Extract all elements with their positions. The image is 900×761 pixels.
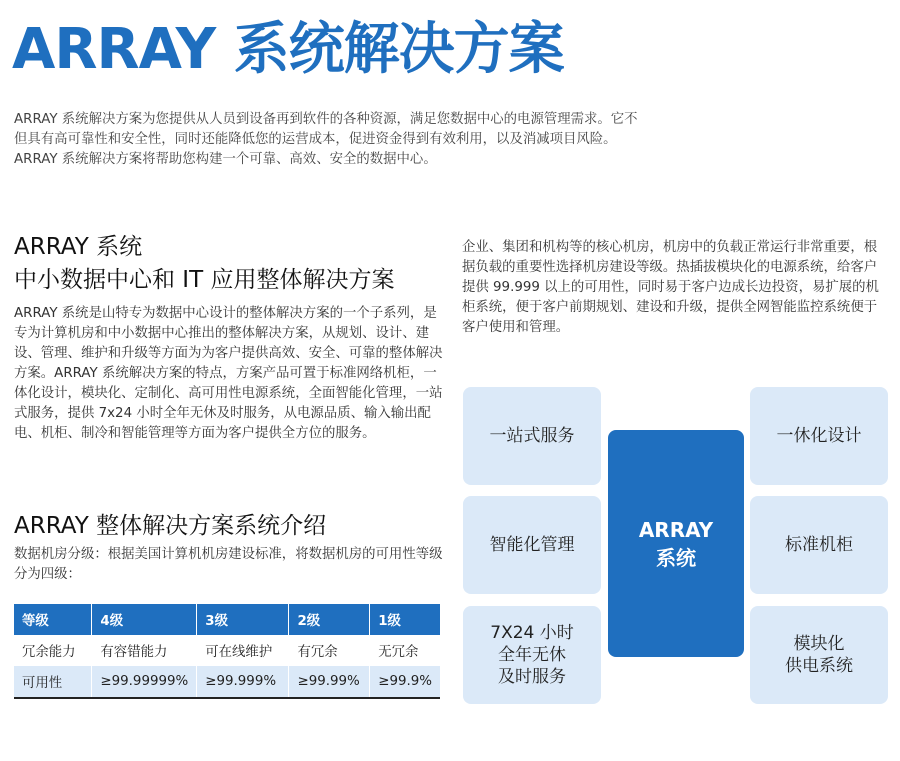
tile-modular-power	[750, 606, 888, 704]
table-cell: 无冗余	[370, 635, 440, 666]
table-cell: ≥99.9%	[370, 666, 440, 698]
tile-label: 模块化	[793, 634, 845, 654]
table-cell: ≥99.99%	[289, 666, 370, 698]
table-row	[14, 635, 440, 666]
tile-label: 全年无休	[498, 645, 566, 665]
tile-label: 标准机柜	[785, 535, 853, 555]
tile-label: 一休化设计	[776, 426, 862, 446]
center-label: 系统	[656, 545, 696, 570]
tile-24x7-service	[463, 606, 601, 704]
tile-one-stop-service	[463, 387, 601, 485]
intro-paragraph: ARRAY 系统解决方案为您提供从人员到设备再到软件的各种资源，满足您数据中心的电源管理需求。它不但具有高可靠性和安全性，同时还能降低您的运营成本，促进资金得到有效利用，以及消减项目风险。ARRAY 系统解决方案将帮助您构建一个可靠、高效、安全的数据中心。	[14, 112, 638, 167]
section2-title: ARRAY 整体解决方案系统介绍	[14, 513, 327, 539]
section2-body: 数据机房分级：根据美国计算机机房建设标准，将数据机房的可用性等级分为四级：	[14, 547, 443, 582]
table-header-cell: 2级	[289, 604, 370, 635]
table-cell: 有冗余	[289, 635, 370, 666]
availability-grade-table	[14, 604, 440, 699]
table-cell: 冗余能力	[14, 635, 92, 666]
table-cell: 有容错能力	[92, 635, 197, 666]
table-cell: 可在线维护	[197, 635, 289, 666]
table-header-row	[14, 604, 440, 635]
table-cell: 可用性	[14, 666, 92, 698]
table-header-cell: 3级	[197, 604, 289, 635]
tile-integrated-design	[750, 387, 888, 485]
section1-title-line1: ARRAY 系统	[14, 234, 143, 260]
section1-body: ARRAY 系统是山特专为数据中心设计的整体解决方案的一个子系列，是专为计算机房和中小数据中心推出的整体解决方案，从规划、设计、建设、管理、维护和升级等方面为为客户提供高效、安全、可靠的整体解决方案。ARRAY 系统解决方案的特点，方案产品可置于标准网络机柜，一体化设计，模块化、定制化、高可用性电源系统，全面智能化管理，一站式服务，提供 7x24 小时全年无休及时服务，从电源品质、输入输出配电、机柜、制冷和智能管理等方面为客户提供全方位的服务。	[14, 306, 443, 441]
table-header-cell: 4级	[92, 604, 197, 635]
tile-intelligent-management	[463, 496, 601, 594]
center-label: ARRAY	[638, 517, 714, 542]
tile-standard-cabinet	[750, 496, 888, 594]
page-title: ARRAY 系统解决方案	[12, 17, 564, 82]
table-row	[14, 666, 440, 698]
table-cell: ≥99.999%	[197, 666, 289, 698]
array-system-center-block	[608, 430, 744, 657]
section1-title-line2: 中小数据中心和 IT 应用整体解决方案	[14, 267, 395, 293]
table-header-cell: 等级	[14, 604, 92, 635]
tile-label: 及时服务	[498, 667, 566, 687]
right-column-paragraph: 企业、集团和机构等的核心机房，机房中的负载正常运行非常重要，根据负载的重要性选择机房建设等级。热插拔模块化的电源系统，给客户提供 99.999 以上的可用性，同时易于客户边成长边投资，易扩展的机柜系统，便于客户前期规划、建设和升级，提供全网智能监控系统便于客户使用和管理。	[462, 240, 879, 335]
tile-label: 供电系统	[785, 656, 853, 676]
tile-label: 智能化管理	[489, 535, 575, 555]
table-cell: ≥99.99999%	[92, 666, 197, 698]
table-header-cell: 1级	[370, 604, 440, 635]
tile-label: 7X24 小时	[490, 623, 574, 643]
tile-label: 一站式服务	[489, 426, 575, 446]
